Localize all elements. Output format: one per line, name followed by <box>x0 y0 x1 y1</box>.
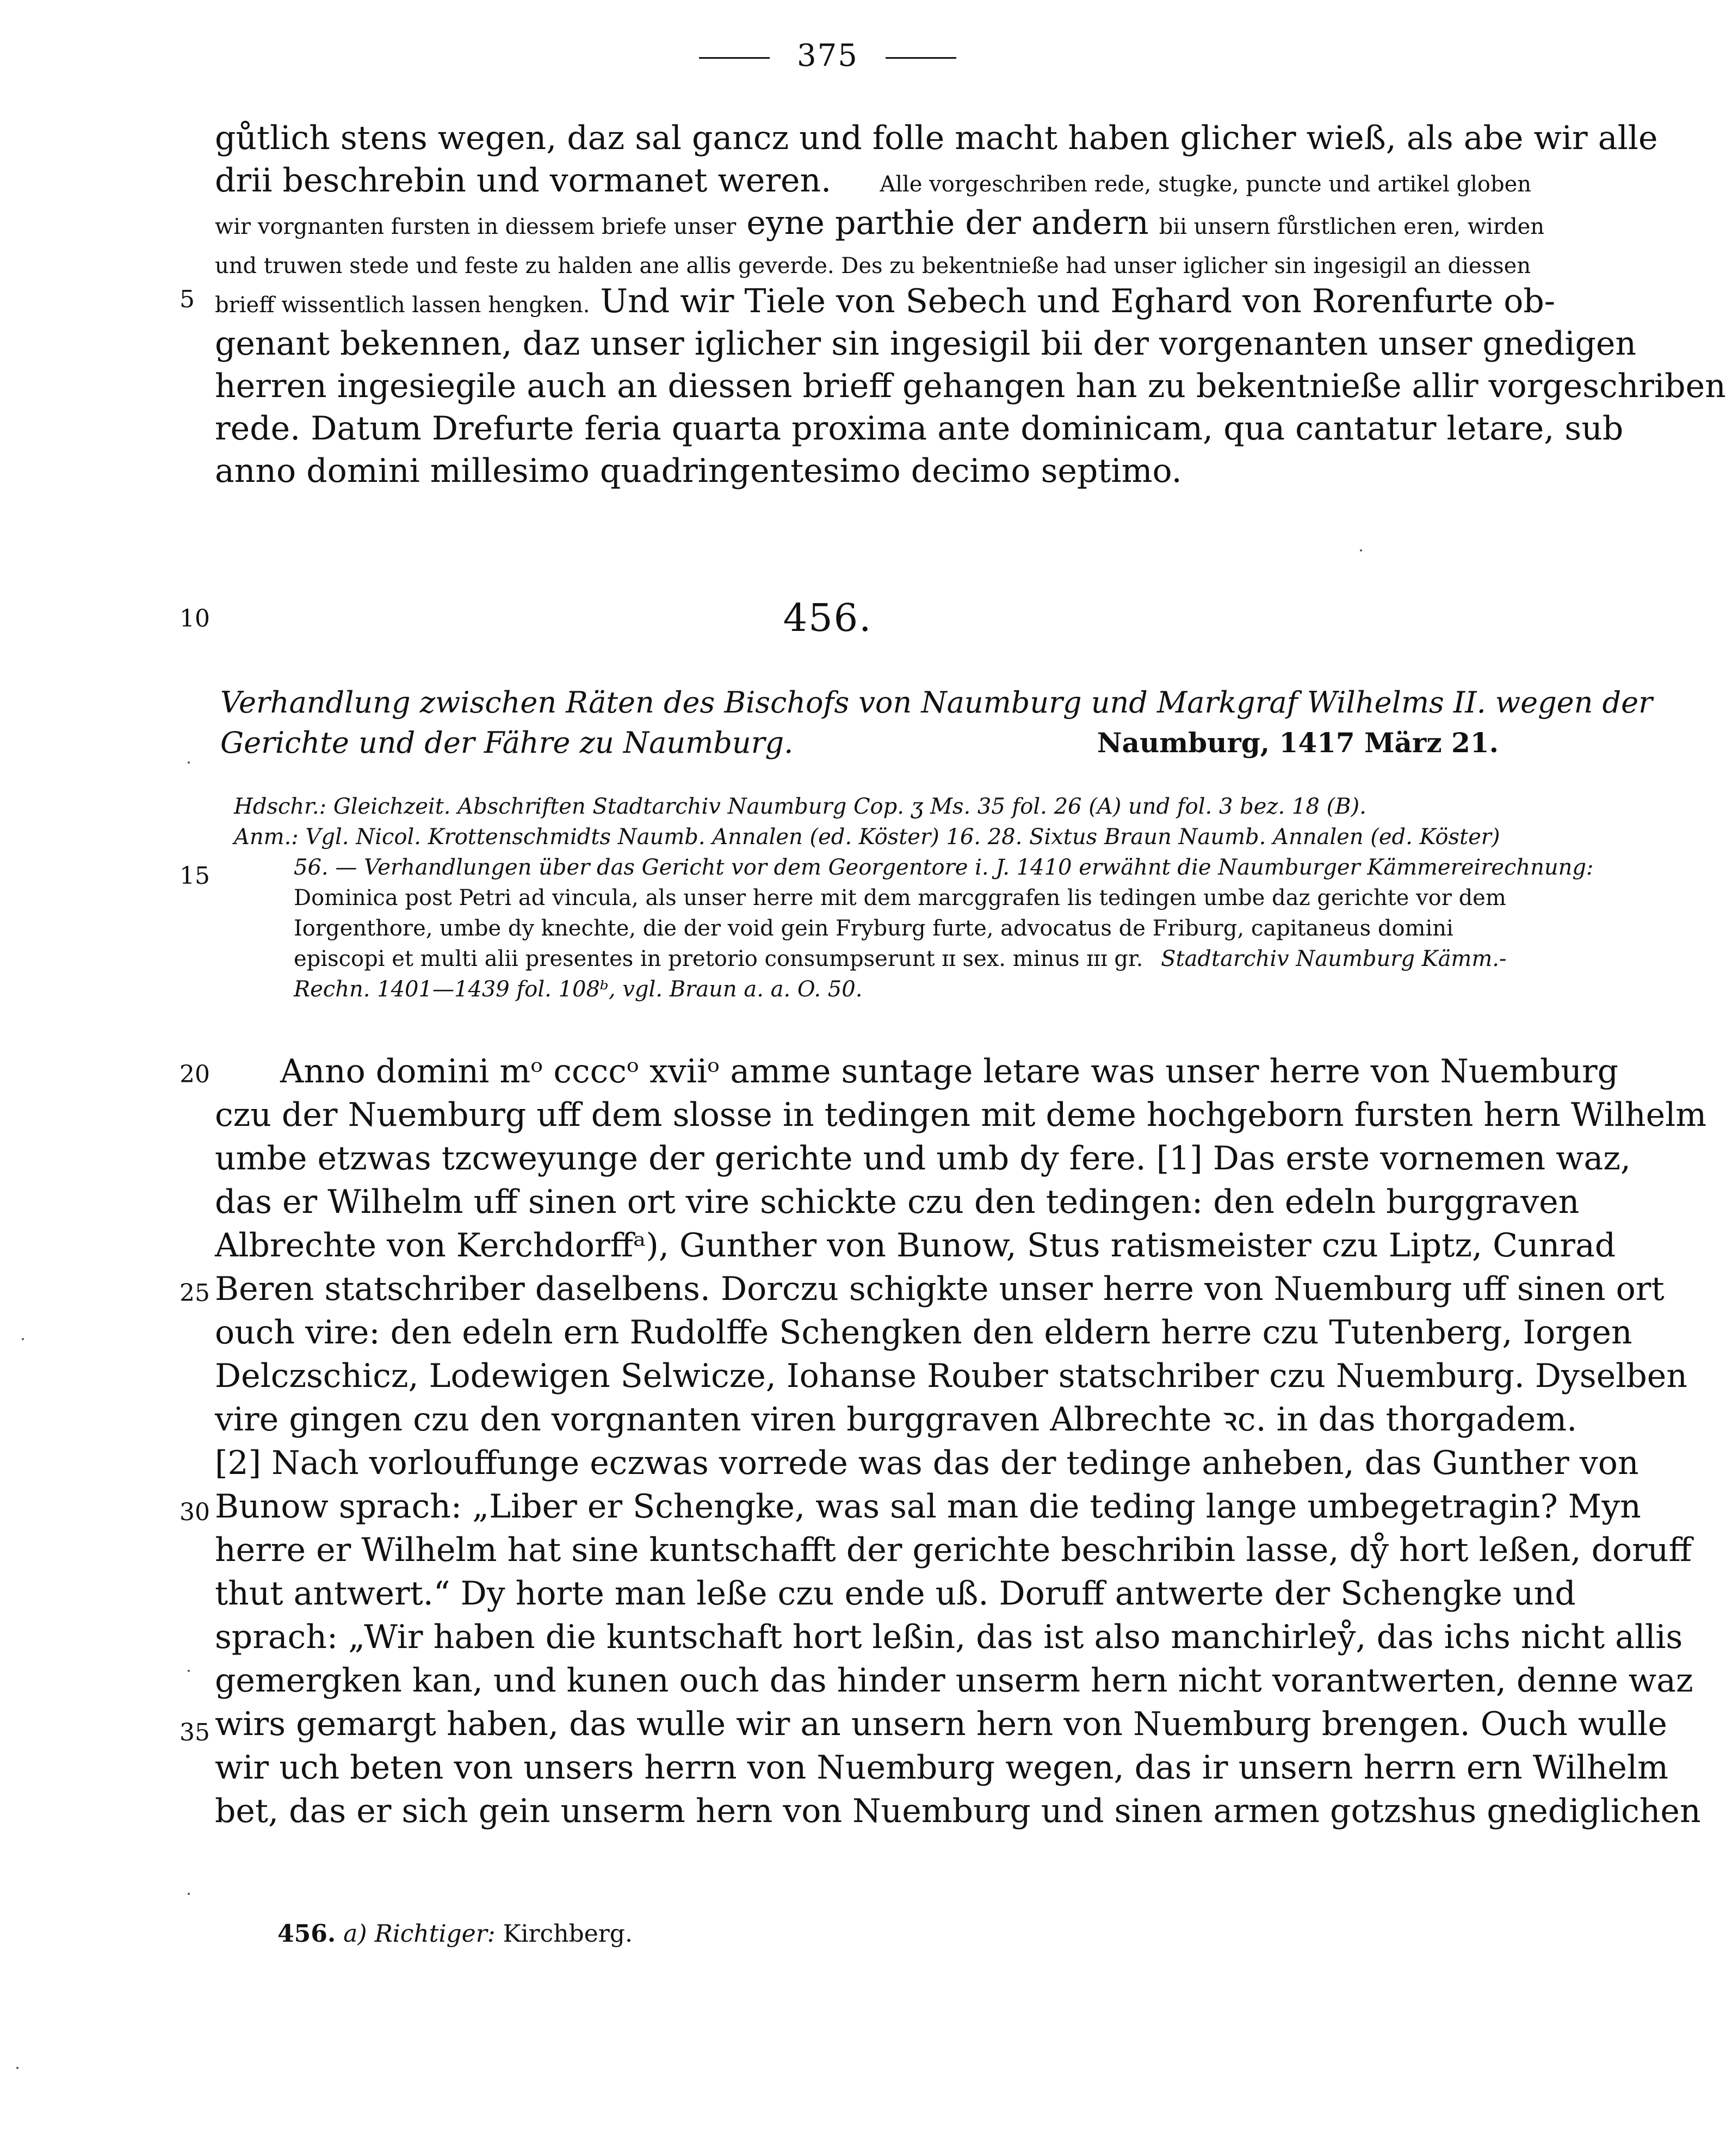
apparatus-line: 56. — Verhandlungen über das Gericht vor dem Georgentore i. J. 1410 erwähnt die Naumburger Kämmereirechnung: <box>294 855 1594 880</box>
text-line: genant bekennen, daz unser iglicher sin ingesigil bii der vorgenanten unser gnedigen <box>215 325 1637 363</box>
text-line: bet, das er sich gein unserm hern von Nuemburg und sinen armen gotzshus gnediglichen <box>215 1792 1701 1830</box>
apparatus-line: Dominica post Petri ad vincula, als unser herre mit dem marcggrafen lis tedingen umbe daz gerichte vor dem <box>294 885 1506 910</box>
text-line: Albrechte von Kerchdorffᵃ), Gunther von Bunow, Stus ratismeister czu Liptz, Cunrad <box>215 1226 1616 1265</box>
apparatus <box>234 791 1594 1005</box>
line-number: 5 <box>180 286 195 313</box>
footnote-marker: a) <box>343 1920 367 1948</box>
text-line: gůtlich stens wegen, daz sal gancz und folle macht haben glicher wieß, als abe wir alle <box>215 119 1658 157</box>
scan-speck <box>22 1338 24 1340</box>
text-line: herre er Wilhelm hat sine kuntschafft der gerichte beschribin lasse, dẙ hort leßen, doruff <box>215 1531 1692 1569</box>
text-line: vire gingen czu den vorgnanten viren burggraven Albrechte ꝛc. in das thorgadem. <box>215 1401 1577 1439</box>
regest <box>220 683 1653 763</box>
apparatus-line: Hdschr.: Gleichzeit. Abschriften Stadtarchiv Naumburg Cop. ʒ Ms. 35 fol. 26 (A) und fol. 3 bez. 18 (B). <box>234 794 1366 819</box>
scan-speck <box>188 1893 190 1895</box>
text-line: Delczschicz, Lodewigen Selwicze, Iohanse Rouber statschriber czu Nuemburg. Dyselben <box>215 1357 1687 1395</box>
text-line: drii beschrebin und vormanet weren. Alle vorgeschriben rede, stugke, puncte und artikel globen <box>215 162 1532 200</box>
text-line: Anno domini mᵒ ccccᵒ xviiᵒ amme suntage letare was unser herre von Nuemburg <box>280 1052 1619 1091</box>
line-number: 15 <box>180 862 210 890</box>
text-line: wir uch beten von unsers herrn von Nuemburg wegen, das ir unsern herrn ern Wilhelm <box>215 1749 1668 1787</box>
footnote-label: Richtiger: <box>374 1920 496 1948</box>
footnote <box>277 1920 633 1948</box>
footnote-number: 456. <box>277 1920 336 1948</box>
text-line: czu der Nuemburg uff dem slosse in tedingen mit deme hochgeborn fursten hern Wilhelm <box>215 1096 1707 1134</box>
scan-speck <box>16 2067 18 2069</box>
regest-line: Verhandlung zwischen Räten des Bischofs von Naumburg und Markgraf Wilhelms II. wegen der <box>220 685 1653 720</box>
text-line: Beren statschriber daselbens. Dorczu schigkte unser herre von Nuemburg uff sinen ort <box>215 1270 1665 1308</box>
apparatus-line: Rechn. 1401—1439 fol. 108ᵇ, vgl. Braun a. a. O. 50. <box>294 977 863 1002</box>
main-text <box>215 1050 1707 1833</box>
page-number: 375 <box>797 38 858 73</box>
text-line: Bunow sprach: „Liber er Schengke, was sal man die teding lange umbegetragin? Myn <box>215 1488 1641 1526</box>
scan-speck <box>188 1670 190 1672</box>
apparatus-line: episcopi et multi alii presentes in pretorio consumpserunt ɪɪ sex. minus ɪɪɪ gr. Stadtarchiv Naumburg Kämm.- <box>294 946 1507 971</box>
place-date: Naumburg, 1417 März 21. <box>1097 727 1499 759</box>
line-number: 35 <box>180 1719 210 1746</box>
text-line: thut antwert.“ Dy horte man leße czu ende uß. Doruff antwerte der Schengke und <box>215 1575 1576 1613</box>
line-number: 25 <box>180 1279 210 1307</box>
text-line: umbe etzwas tzcweyunge der gerichte und umb dy fere. [1] Das erste vornemen waz, <box>215 1139 1631 1178</box>
apparatus-line: Iorgenthore, umbe dy knechte, die der void gein Fryburg furte, advocatus de Friburg, capitaneus domini <box>294 916 1453 941</box>
text-line: anno domini millesimo quadringentesimo decimo septimo. <box>215 452 1182 490</box>
header-rule-right <box>886 57 956 59</box>
text-line: sprach: „Wir haben die kuntschaft hort leßin, das ist also manchirleẙ, das ichs nicht allis <box>215 1618 1683 1656</box>
scan-speck <box>188 761 190 764</box>
header-rule-left <box>699 57 770 59</box>
text-line: und truwen stede und feste zu halden ane allis geverde. Des zu bekentnieße had unser iglicher sin ingesigil an diessen <box>215 253 1531 278</box>
text-line: brieff wissentlich lassen hengken. Und wir Tiele von Sebech und Eghard von Rorenfurte ob- <box>215 282 1555 320</box>
line-number: 10 <box>180 605 210 633</box>
text-line: gemergken kan, und kunen ouch das hinder unserm hern nicht vorantwerten, denne waz <box>215 1662 1693 1700</box>
scan-speck <box>1360 549 1362 552</box>
text-line: rede. Datum Drefurte feria quarta proxima ante dominicam, qua cantatur letare, sub <box>215 410 1624 448</box>
page-header <box>0 38 1655 73</box>
text-line: herren ingesiegile auch an diessen brieff gehangen han zu bekentnieße allir vorgeschriben <box>215 367 1726 405</box>
text-line: ouch vire: den edeln ern Rudolffe Schengken den eldern herre czu Tutenberg, Iorgen <box>215 1314 1632 1352</box>
apparatus-line: Anm.: Vgl. Nicol. Krottenschmidts Naumb. Annalen (ed. Köster) 16. 28. Sixtus Braun Naumb. Annalen (ed. Köster) <box>234 825 1500 850</box>
footnote-text: Kirchberg. <box>503 1920 633 1948</box>
text-line: [2] Nach vorlouffunge eczwas vorrede was das der tedinge anheben, das Gunther von <box>215 1444 1639 1482</box>
text-line: das er Wilhelm uff sinen ort vire schickte czu den tedingen: den edeln burggraven <box>215 1183 1580 1221</box>
regest-line: Gerichte und der Fähre zu Naumburg. Naumburg, 1417 März 21. <box>220 723 1499 763</box>
text-line: wirs gemargt haben, das wulle wir an unsern hern von Nuemburg brengen. Ouch wulle <box>215 1705 1667 1743</box>
line-number: 30 <box>180 1498 210 1526</box>
document-number: 456. <box>783 596 873 640</box>
line-number: 20 <box>180 1061 210 1088</box>
text-line: wir vorgnanten fursten in diessem briefe unser eyne parthie der andern bii unsern fůrstlichen eren, wirden <box>215 204 1545 242</box>
continuation-text <box>215 117 1726 492</box>
